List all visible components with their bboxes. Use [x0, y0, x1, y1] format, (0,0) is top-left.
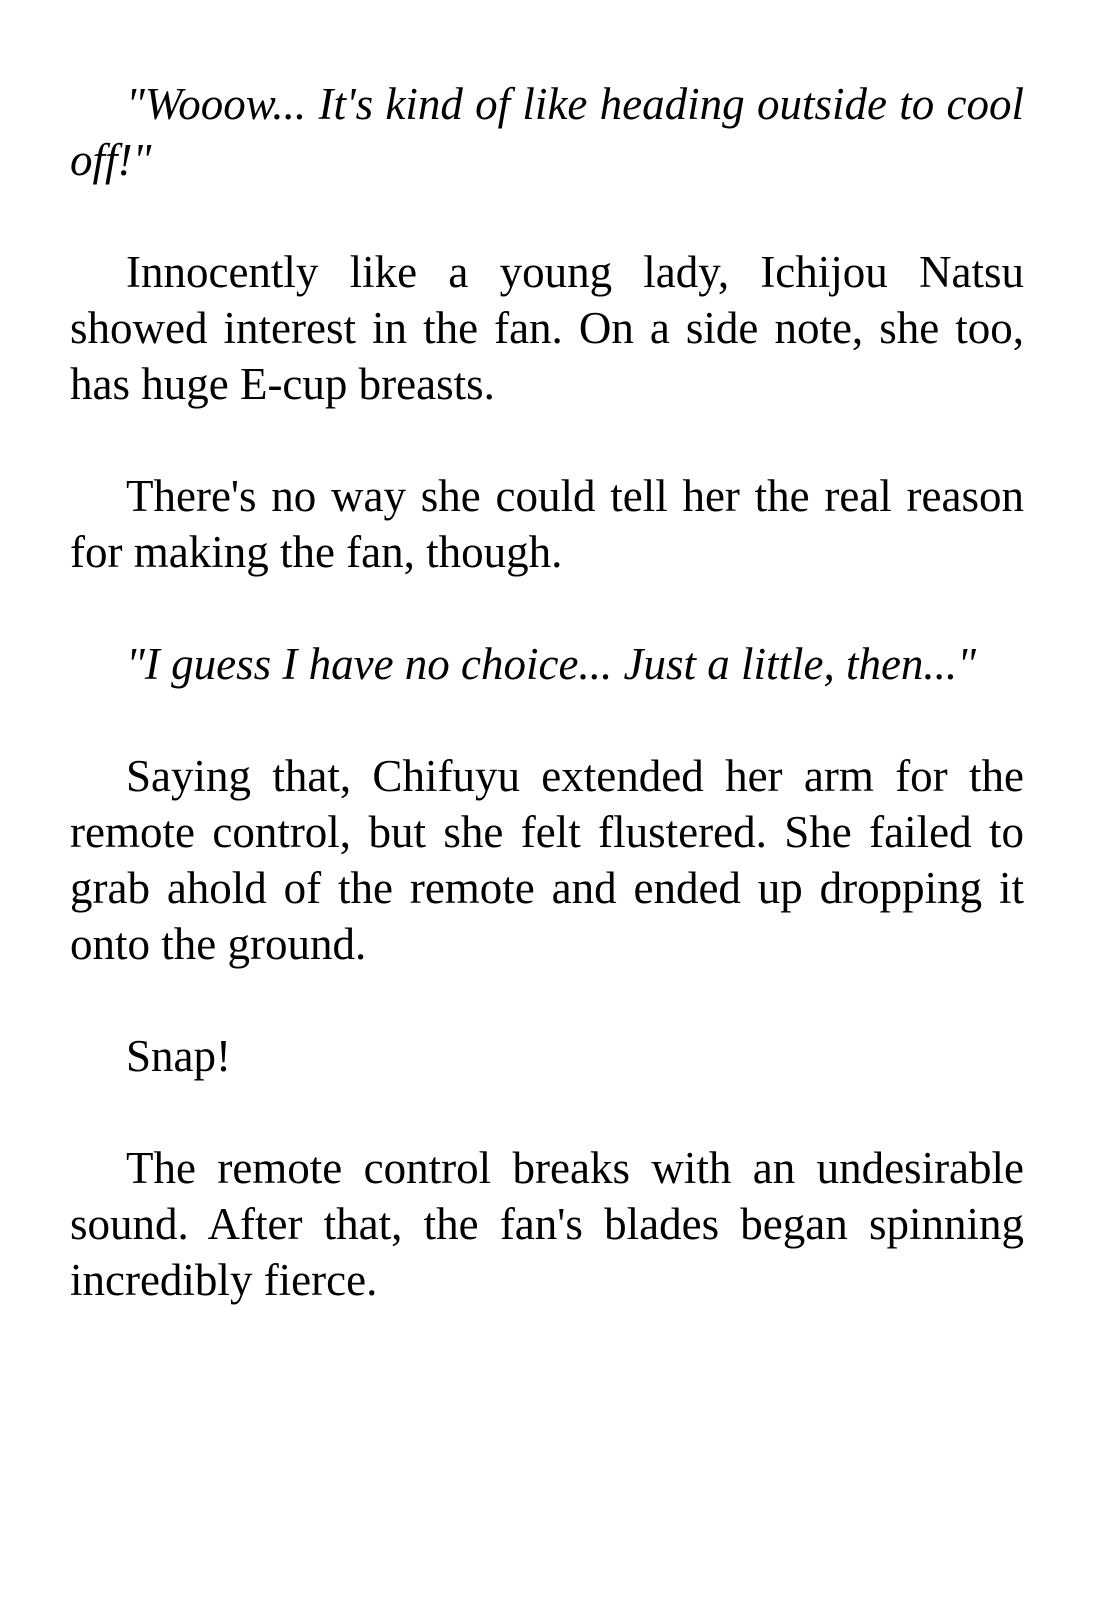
paragraph-narration-4: The remote control breaks with an undesirable sound. After that, the fan's blades began spinning incredibly fierce. — [70, 1143, 1024, 1305]
paragraph-narration-2: There's no way she could tell her the real reason for making the fan, though. — [70, 471, 1024, 577]
paragraph-narration-3: Saying that, Chifuyu extended her arm for the remote control, but she felt flustered. She failed to grab ahold of the remote and ended up dropping it onto the ground. — [70, 751, 1024, 969]
paragraph-sfx: Snap! — [126, 1031, 231, 1081]
paragraph-narration-1: Innocently like a young lady, Ichijou Natsu showed interest in the fan. On a side note, she too, has huge E-cup breasts. — [70, 247, 1024, 409]
paragraph-dialogue-2: "I guess I have no choice... Just a little, then..." — [126, 639, 977, 689]
text-content — [70, 76, 1024, 1308]
paragraph-dialogue-1: "Wooow... It's kind of like heading outside to cool off!" — [70, 79, 1024, 185]
